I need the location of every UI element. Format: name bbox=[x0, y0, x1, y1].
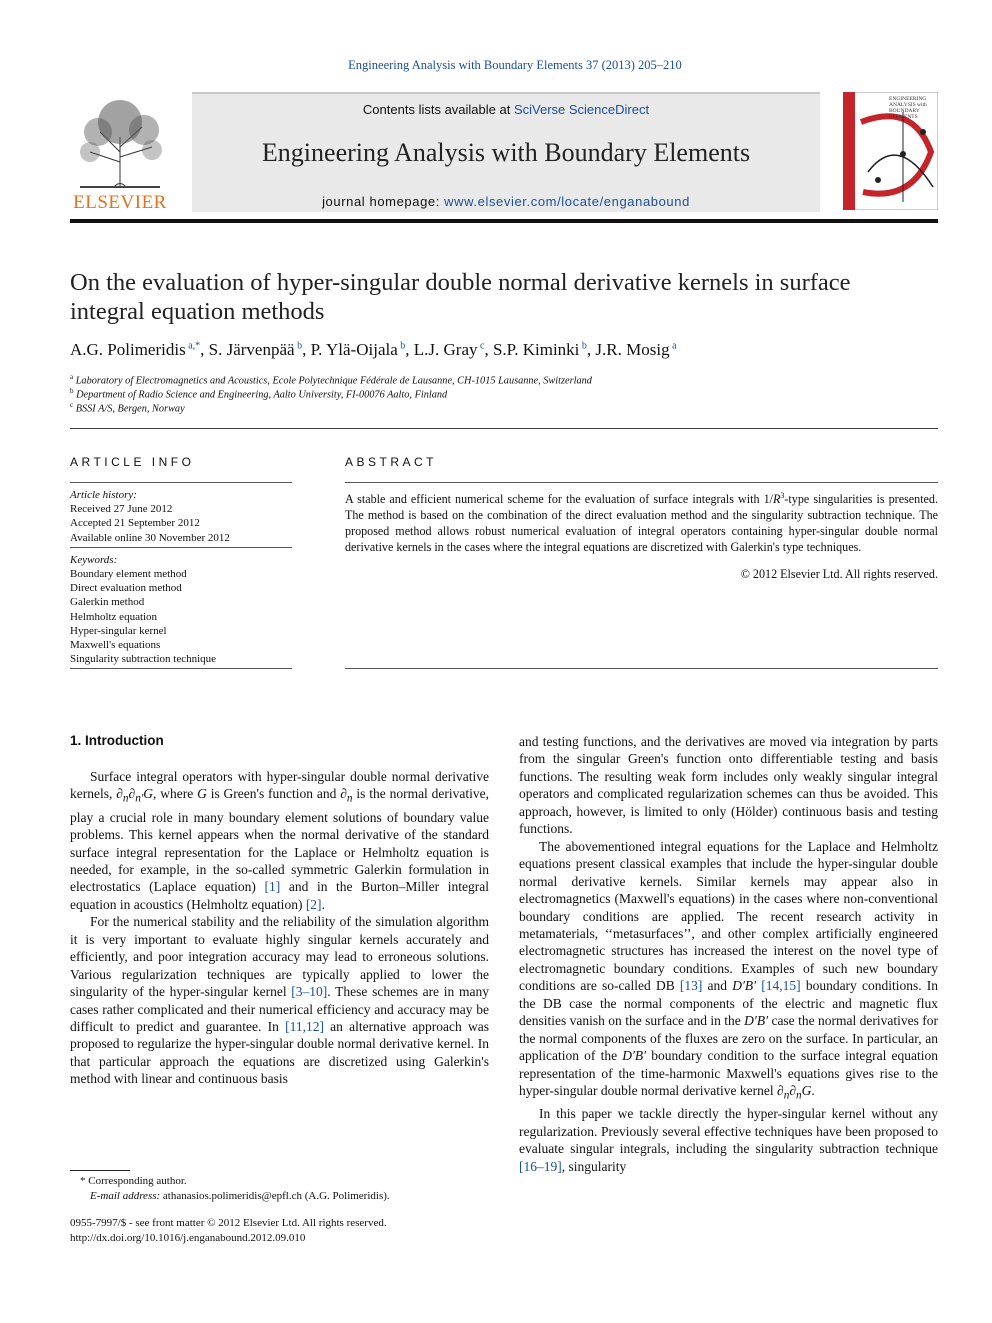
author-1[interactable]: A.G. Polimeridis bbox=[70, 340, 186, 359]
text-run: is the normal derivative, play a crucial role in many boundary element solutions of boundary value problems. This kernel appears when the normal derivative of the standard surface integral representation for the Laplace or Helmholtz equation is needed, for example, in the so-called symmetric Galerkin formulation in electrostatics (Laplace equation) bbox=[70, 786, 490, 895]
cover-line-4: ELEMENTS bbox=[889, 114, 918, 120]
text-run: . bbox=[811, 1083, 815, 1099]
citation-link[interactable]: [13] bbox=[679, 978, 703, 994]
affiliation-a-mark: a bbox=[70, 373, 74, 381]
abstract-rule bbox=[345, 482, 938, 483]
front-matter bbox=[70, 1216, 489, 1245]
issn-line: 0955-7997/$ - see front matter © 2012 Elsevier Ltd. All rights reserved. bbox=[70, 1217, 387, 1229]
abstract-text-a: A stable and efficient numerical scheme for the evaluation of surface integrals with 1/ bbox=[345, 492, 774, 507]
text-run: and bbox=[702, 978, 733, 994]
doi-link[interactable]: http://dx.doi.org/10.1016/j.enganabound.2012.09.010 bbox=[70, 1231, 306, 1244]
keywords-label: Keywords: bbox=[70, 553, 118, 566]
author-1-aff[interactable]: a,* bbox=[188, 340, 201, 352]
masthead-rule bbox=[70, 219, 938, 223]
text-run: is Green's function and bbox=[206, 786, 341, 802]
affiliation-b-text: Department of Radio Science and Engineering, Aalto University, FI-00076 Aalto, Finland bbox=[76, 389, 448, 401]
abstract-heading: ABSTRACT bbox=[345, 455, 438, 469]
author-5[interactable]: S.P. Kiminki bbox=[492, 340, 580, 359]
keyword: Helmholtz equation bbox=[70, 610, 158, 623]
author-2[interactable]: S. Järvenpää bbox=[208, 340, 295, 359]
author-5-aff[interactable]: b bbox=[581, 340, 587, 352]
homepage-link[interactable]: www.elsevier.com/locate/enganabound bbox=[444, 194, 690, 209]
corresponding-author-text: Corresponding author. bbox=[88, 1175, 187, 1187]
journal-cover-thumbnail[interactable] bbox=[843, 92, 938, 210]
citation-link[interactable]: [3–10] bbox=[291, 984, 328, 1000]
keyword: Direct evaluation method bbox=[70, 582, 182, 595]
citation-link[interactable]: [1] bbox=[264, 879, 281, 895]
journal-title: Engineering Analysis with Boundary Elements bbox=[261, 138, 751, 167]
affiliation-a-text: Laboratory of Electromagnetics and Acoustics, Ecole Polytechnique Fédérale de Lausanne, CH-1015 Lausanne, Switzerland bbox=[75, 375, 592, 387]
footnote bbox=[70, 1174, 489, 1203]
keyword: Boundary element method bbox=[70, 568, 187, 581]
text-run: boundary conditions. In the DB case the normal components of the electric and magnetic flux densities vanish on the surface and in the bbox=[519, 978, 939, 1029]
text-run: . These schemes are in many cases rather complicated and their numerical efficiency and accuracy may be difficult to predict and guarantee. In bbox=[70, 984, 489, 1035]
body-column-right bbox=[519, 733, 938, 1175]
citation-link[interactable]: [16–19] bbox=[519, 1158, 562, 1174]
footnote-rule bbox=[70, 1170, 130, 1171]
contents-line bbox=[192, 102, 820, 117]
text-run: and in the Burton–Miller integral equation in acoustics (Helmholtz equation) bbox=[70, 879, 489, 912]
citation-link[interactable]: [11,12] bbox=[285, 1019, 324, 1035]
author-list: A.G. Polimeridis $^{a,*}$, S. Järvenpää $^b$, P. Ylä-Oijala $^b$, L.J. Gray $^c$, S.P. Kiminki $^b$, J.R. Mosig $^a$ bbox=[70, 340, 677, 359]
text-run: . bbox=[321, 896, 325, 912]
author-6-aff[interactable]: a bbox=[672, 340, 677, 352]
paragraph bbox=[70, 913, 489, 1088]
history-accepted: Accepted 21 September 2012 bbox=[70, 517, 200, 530]
text-run: For the numerical stability and the reliability of the simulation algorithm it is very important to evaluate highly singular kernels accurately and efficiently, and poor integration accuracy may lead to erroneous solutions. Various regularization techniques are typically applied to lower the singularity of the hyper-singular kernel bbox=[70, 914, 489, 1000]
text-run: case the normal derivatives for the normal components of the fluxes are zero on the surface. In particular, an application of the bbox=[519, 1013, 938, 1064]
text-run: , where bbox=[153, 786, 198, 802]
author-4[interactable]: L.J. Gray bbox=[413, 340, 478, 359]
abstract-text-b: -type singularities is presented. The method is based on the combination of the direct evaluation method and the singularity subtraction technique. The proposed method allows robust numerical evaluation of integral operators containing hyper-singular double normal derivative kernels in the cases where the integral equations are discretized with Galerkin's type techniques. bbox=[345, 492, 938, 555]
running-head[interactable]: Engineering Analysis with Boundary Elements 37 (2013) 205–210 bbox=[348, 58, 682, 72]
affiliation-a bbox=[70, 373, 592, 386]
citation-link[interactable]: [14,15] bbox=[761, 978, 801, 994]
paragraph bbox=[519, 1105, 938, 1175]
paragraph: and testing functions, and the derivatives are moved via integration by parts from the singular Green's function onto differentiable testing and basis functions. The resulting weak form includes only weakly singular integral operators and complicated regularization schemes can thus be avoided. This approach, however, is limited to only (Hölder) continuous basis and testing functions. bbox=[519, 734, 938, 837]
author-3[interactable]: P. Ylä-Oijala bbox=[310, 340, 398, 359]
cover-line-2: ANALYSIS with bbox=[889, 102, 927, 108]
elsevier-wordmark: ELSEVIER bbox=[73, 192, 167, 213]
keyword: Singularity subtraction technique bbox=[70, 653, 217, 666]
text-run: In this paper we tackle directly the hyper-singular kernel without any regularization. Previously several effective techniques have been proposed to evaluate singular integrals, including the singularity subtraction technique bbox=[519, 1106, 938, 1157]
email-label: E-mail address: bbox=[90, 1189, 161, 1202]
contents-prefix: Contents lists available at bbox=[362, 102, 514, 117]
cover-line-1: ENGINEERING bbox=[889, 96, 927, 102]
article-info-rule bbox=[70, 482, 292, 483]
paragraph: Surface integral operators with hyper-singular double normal derivative kernels, $\partial_n\partial_{n'}G$, where G is Green's function and $\partial_n$ is the normal derivative, play a crucial role in many boundary element solutions of boundary value problems. This kernel appears when the normal derivative of the standard surface integral representation for the Laplace or Helmholtz equation is needed, for example, in the so-called symmetric Galerkin formulation in electrostatics (Laplace equation) [1] and in the Burton–Miller integral equation in acoustics (Helmholtz equation) [2]. bbox=[70, 769, 490, 912]
abstract-copyright: © 2012 Elsevier Ltd. All rights reserved. bbox=[740, 567, 938, 581]
article-info-body bbox=[70, 488, 292, 669]
article-info-heading: ARTICLE INFO bbox=[70, 455, 195, 469]
keywords-rule bbox=[70, 547, 292, 548]
abstract-text: A stable and efficient numerical scheme for the evaluation of surface integrals with $1/R^3$-type singularities is presented. The method is based on the combination of the direct evaluation method and the singularity subtraction technique. The proposed method allows robust numerical evaluation of integral operators containing hyper-singular double normal derivative kernels in the cases where the integral equations are discretized with Galerkin's type techniques. bbox=[345, 491, 938, 555]
author-3-aff[interactable]: b bbox=[400, 340, 406, 352]
affiliation-b-mark: b bbox=[70, 387, 74, 395]
author-4-aff[interactable]: c bbox=[480, 340, 485, 352]
keyword: Hyper-singular kernel bbox=[70, 624, 167, 637]
keywords-end-rule bbox=[70, 668, 292, 669]
author-2-aff[interactable]: b bbox=[297, 340, 303, 352]
history-label: Article history: bbox=[70, 489, 137, 501]
email-address[interactable]: athanasios.polimeridis@epfl.ch (A.G. Polimeridis). bbox=[162, 1189, 390, 1202]
affiliation-c-text: BSSI A/S, Bergen, Norway bbox=[75, 403, 185, 415]
footnote-mark: * bbox=[80, 1175, 86, 1187]
sciencedirect-link[interactable]: SciVerse ScienceDirect bbox=[513, 102, 650, 117]
header-rule bbox=[70, 428, 938, 429]
keyword: Maxwell's equations bbox=[70, 639, 161, 652]
paragraph: The abovementioned integral equations for the Laplace and Helmholtz equations present classical examples that include the hyper-singular double normal derivative kernels. Similar kernels may appear also in electromagnetics (Maxwell's equations) in the cases where non-conventional boundary conditions are applied. The recent research activity in metamaterials, ‘‘metasurfaces’’, and other complex artificially engineered electromagnetic structures has increased the interest on the novel type of electromagnetic boundary conditions. Examples of such new boundary conditions are so-called DB [13] and D′B′ [14,15] boundary conditions. In the DB case the normal components of the electric and magnetic flux densities vanish on the surface and in the D′B′ case the normal derivatives for the normal components of the fluxes are zero on the surface. In particular, an application of the D′B′ boundary condition to the surface integral equation representation of the time-harmonic Maxwell's equations gives rise to the hyper-singular double normal derivative kernel $\partial_n\partial_nG$. bbox=[519, 838, 939, 1102]
journal-banner bbox=[192, 92, 820, 212]
citation-link[interactable]: [2] bbox=[305, 896, 322, 912]
cover-line-3: BOUNDARY bbox=[889, 108, 920, 114]
text-run: The abovementioned integral equations for the Laplace and Helmholtz equations present classical examples that include the hyper-singular double normal derivative kernels. Similar kernels may appear also in electromagnetics (Maxwell's equations) in the cases where non-conventional boundary conditions are applied. The recent research activity in metamaterials, ‘‘metasurfaces’’, and other complex artificially engineered electromagnetic structures has increased the interest on the novel type of electromagnetic boundary conditions. Examples of such new boundary conditions are so-called DB bbox=[519, 838, 938, 994]
history-received: Received 27 June 2012 bbox=[70, 503, 173, 516]
article-title: On the evaluation of hyper-singular double normal derivative kernels in surface integral equation methods bbox=[70, 269, 851, 325]
text-run: Surface integral operators with hyper-singular double normal derivative kernels, bbox=[70, 769, 489, 802]
affiliation-c-mark: c bbox=[70, 401, 74, 409]
history-online: Available online 30 November 2012 bbox=[70, 531, 230, 544]
homepage-prefix: journal homepage: bbox=[322, 194, 445, 209]
corresponding-author-note bbox=[70, 1174, 489, 1189]
masthead bbox=[70, 92, 938, 212]
author-6[interactable]: J.R. Mosig bbox=[595, 340, 670, 359]
abstract-end-rule bbox=[345, 668, 938, 669]
keyword: Galerkin method bbox=[70, 596, 145, 609]
affiliation-c bbox=[70, 401, 185, 414]
section-heading-introduction: 1. Introduction bbox=[70, 733, 164, 748]
email-note bbox=[70, 1189, 489, 1204]
text-run: , singularity bbox=[561, 1158, 627, 1174]
cover-title bbox=[889, 96, 937, 120]
text-run: boundary condition to the surface integral equation representation of the time-harmonic Maxwell's equations gives rise to the hyper-singular double normal derivative kernel bbox=[519, 1048, 938, 1099]
homepage-line bbox=[192, 194, 820, 209]
body-column-left bbox=[70, 768, 489, 1088]
text-run: an alternative approach was proposed to regularize the hyper-singular double normal derivative kernel. In that particular approach the equations are discretized using Galerkin's method with linear and continuous basis bbox=[70, 1019, 489, 1087]
affiliation-b bbox=[70, 387, 447, 400]
